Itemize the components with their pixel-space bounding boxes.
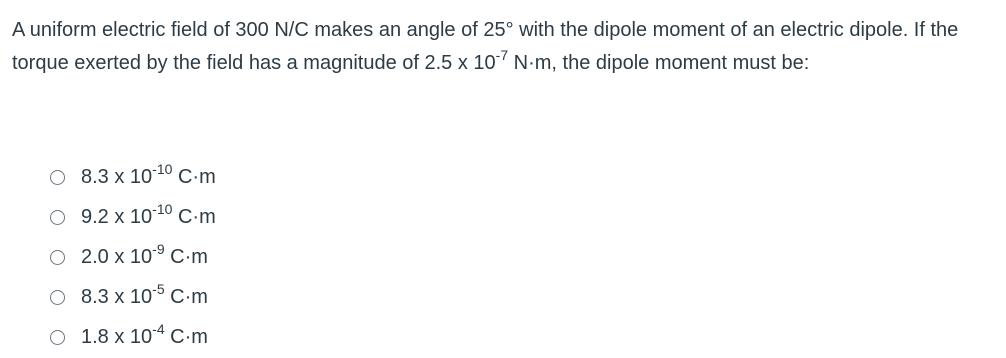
answer-option-3[interactable] — [50, 237, 216, 277]
radio-button-5[interactable] — [50, 330, 65, 345]
answer-label-1 — [81, 161, 216, 189]
radio-button-1[interactable] — [50, 170, 65, 185]
answer-exponent-1: -10 — [152, 161, 173, 177]
question-exponent: -7 — [495, 47, 509, 63]
answer-label-3 — [81, 241, 208, 269]
question-text-part2: N·m, the dipole moment must be: — [508, 52, 810, 74]
question-text — [12, 14, 997, 80]
question-text-part1: A uniform electric field of 300 N/C makes an angle of 25° with the dipole moment of an electric dipole. If the torque exerted by the field has a magnitude of 2.5 x 10 — [12, 19, 959, 74]
answer-label-5 — [81, 321, 208, 349]
answer-option-4[interactable] — [50, 277, 216, 317]
answer-exponent-2: -10 — [152, 201, 173, 217]
radio-button-2[interactable] — [50, 210, 65, 225]
answer-mantissa-3: 2.0 x 10 — [81, 246, 153, 268]
answer-option-2[interactable] — [50, 197, 216, 237]
answer-mantissa-5: 1.8 x 10 — [81, 326, 153, 348]
answer-option-5[interactable] — [50, 317, 216, 357]
answer-unit-4: C·m — [164, 286, 208, 308]
answer-option-1[interactable] — [50, 157, 216, 197]
answer-exponent-3: -9 — [152, 241, 165, 257]
answer-unit-5: C·m — [164, 326, 208, 348]
answer-label-2 — [81, 201, 216, 229]
radio-button-3[interactable] — [50, 250, 65, 265]
answer-mantissa-4: 8.3 x 10 — [81, 286, 153, 308]
answer-label-4 — [81, 281, 208, 309]
answer-unit-2: C·m — [172, 206, 216, 228]
answer-mantissa-2: 9.2 x 10 — [81, 206, 153, 228]
answer-unit-3: C·m — [164, 246, 208, 268]
answer-options — [50, 157, 216, 357]
radio-button-4[interactable] — [50, 290, 65, 305]
answer-mantissa-1: 8.3 x 10 — [81, 166, 153, 188]
answer-exponent-4: -5 — [152, 281, 165, 297]
answer-exponent-5: -4 — [152, 321, 165, 337]
answer-unit-1: C·m — [172, 166, 216, 188]
